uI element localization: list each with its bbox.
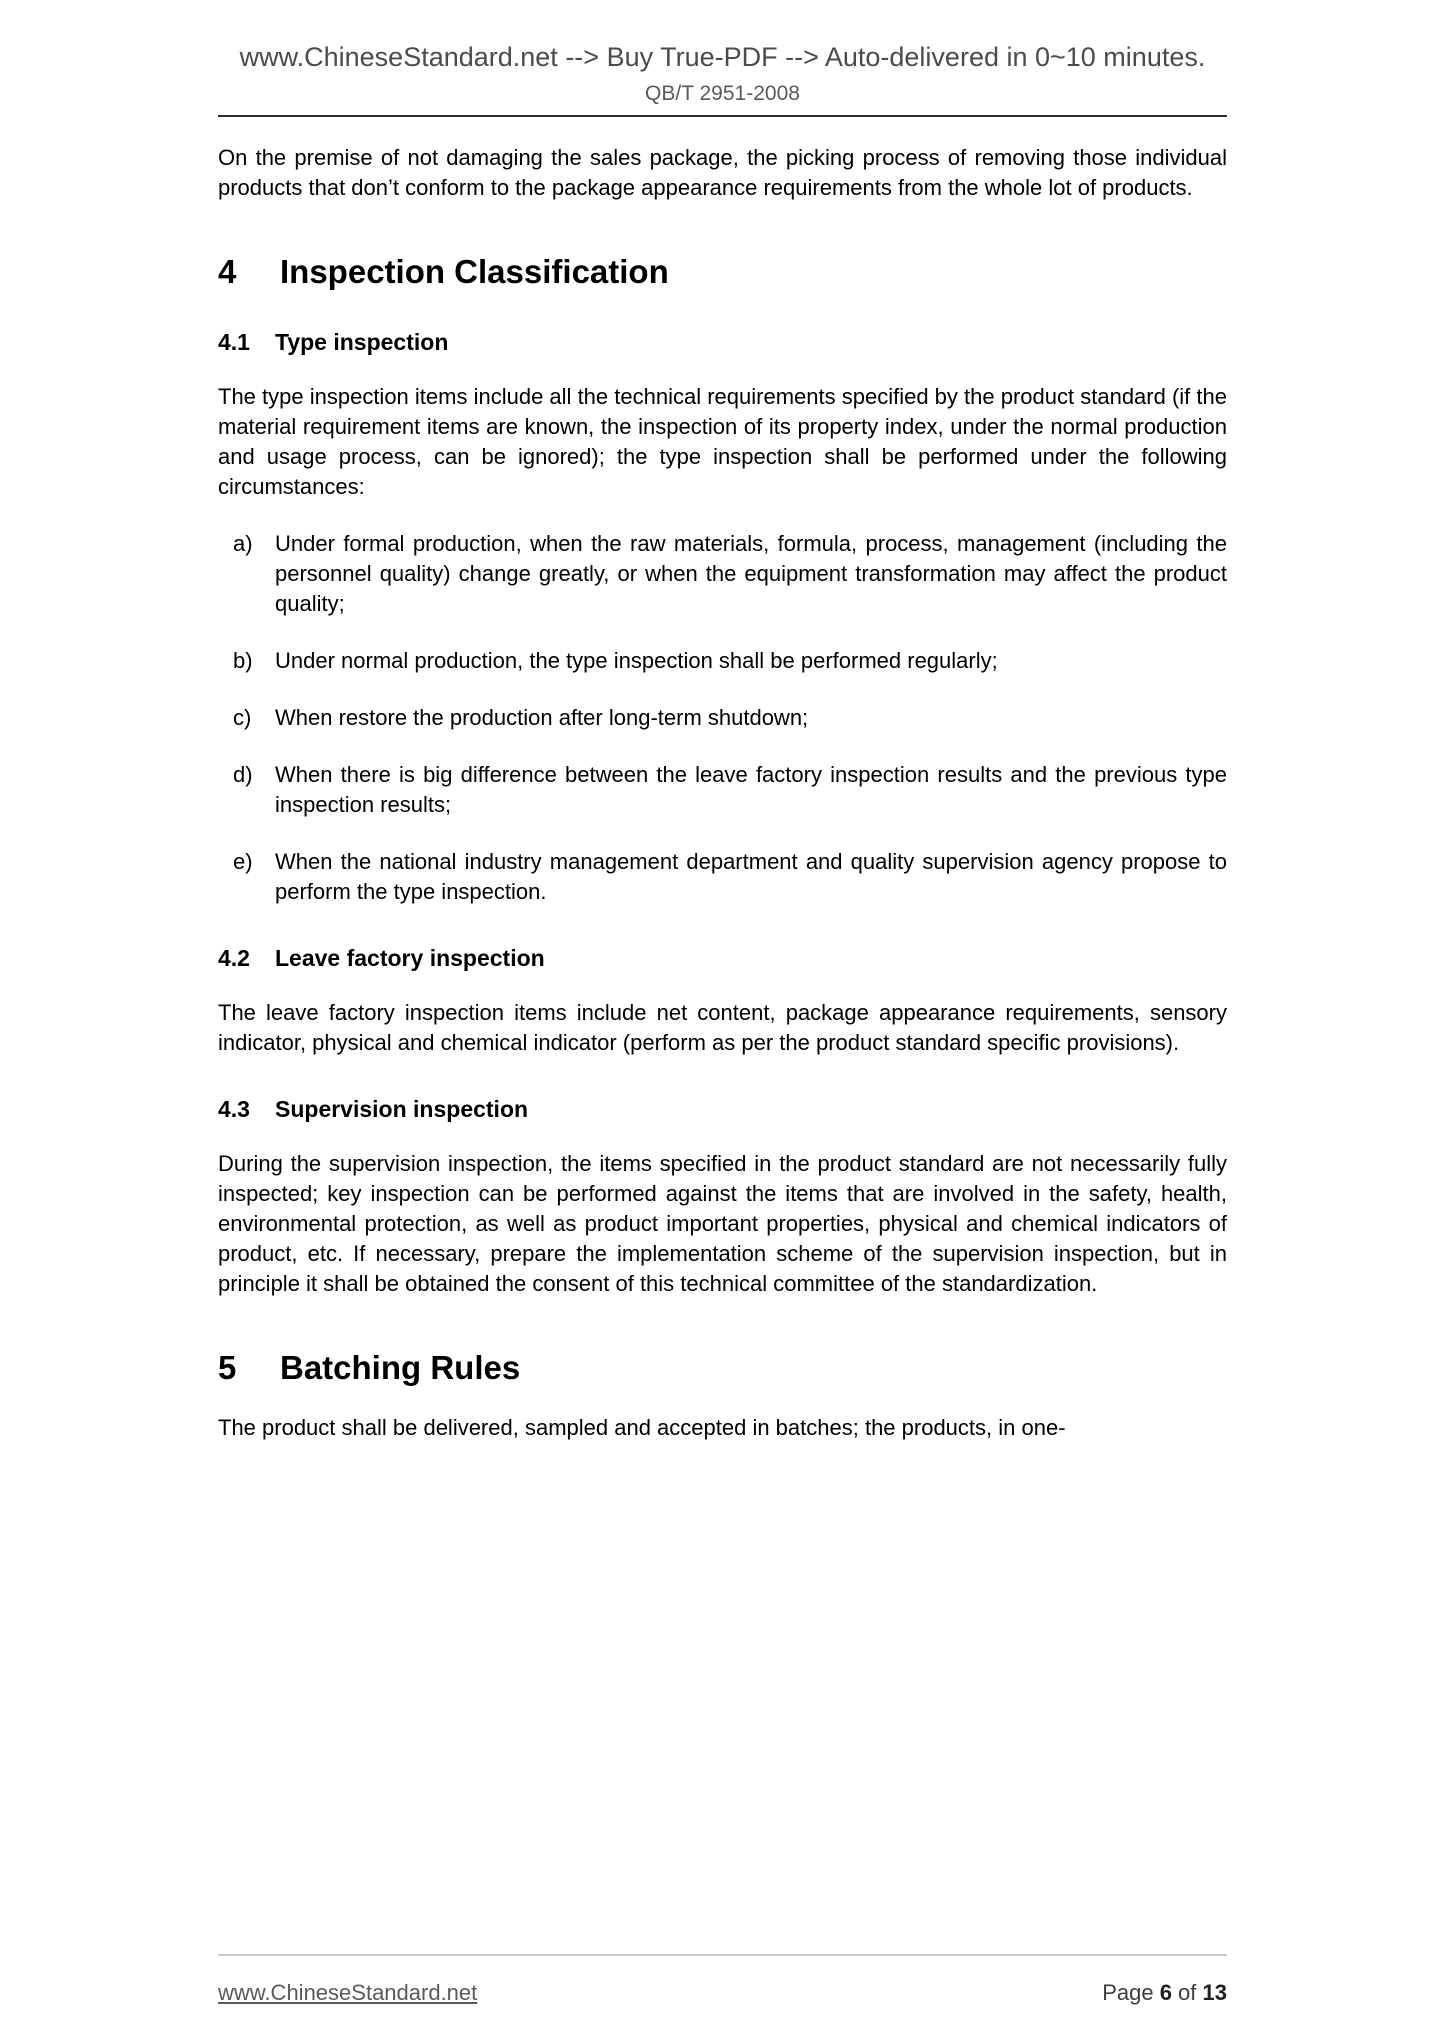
page-indicator (1102, 1980, 1227, 2006)
section-4-title: Inspection Classification (280, 253, 669, 290)
page-footer (218, 1954, 1227, 2006)
section-5-heading (218, 1349, 1227, 1387)
list-item-d-text: When there is big difference between the leave factory inspection results and the previous type inspection results; (275, 762, 1227, 817)
section-5-title: Batching Rules (280, 1349, 521, 1386)
intro-paragraph: On the premise of not damaging the sales package, the picking process of removing those individual products that don’t conform to the package appearance requirements from the whole lot of products. (218, 145, 1227, 200)
of-word: of (1171, 1980, 1203, 2005)
footer-divider (218, 1954, 1227, 1956)
section-4-number: 4 (218, 253, 237, 290)
list-item-d-label: d) (233, 762, 253, 787)
promo-banner: www.ChineseStandard.net --> Buy True-PDF --> Auto-delivered in 0~10 minutes. (239, 42, 1206, 72)
list-item-a (218, 529, 1227, 619)
page-number: 6 (1159, 1980, 1172, 2005)
footer-row (218, 1980, 1227, 2006)
section-4-3-paragraph: During the supervision inspection, the items specified in the product standard are not necessarily fully inspected; key inspection can be performed against the items that are involved in the safety, health, environmental protection, as well as product important properties, physical and chemical indicators of product, etc. If necessary, prepare the implementation scheme of the supervision inspection, but in principle it shall be obtained the consent of this technical committee of the standardization. (218, 1151, 1227, 1296)
list-item-c-label: c) (233, 705, 252, 730)
list-item-e-label: e) (233, 849, 253, 874)
section-4-2-number: 4.2 (218, 945, 250, 971)
site-link[interactable]: www.ChineseStandard.net (218, 1980, 478, 2005)
standard-code: QB/T 2951-2008 (645, 82, 800, 105)
section-5-number: 5 (218, 1349, 237, 1386)
section-4-2-heading (218, 945, 1227, 972)
list-item-a-label: a) (233, 531, 253, 556)
section-4-1-title: Type inspection (275, 329, 449, 355)
list-item-c-text: When restore the production after long-term shutdown; (275, 705, 809, 730)
section-4-1-number: 4.1 (218, 329, 250, 355)
header-divider (218, 115, 1227, 117)
section-4-1-paragraph: The type inspection items include all the technical requirements specified by the product standard (if the material requirement items are known, the inspection of its property index, under the normal production and usage process, can be ignored); the type inspection shall be performed under the following circumstances: (218, 384, 1227, 499)
section-5-paragraph: The product shall be delivered, sampled and accepted in batches; the products, in one- (218, 1415, 1066, 1440)
list-item-b (218, 646, 1227, 676)
list-item-b-label: b) (233, 648, 253, 673)
list-item-e (218, 847, 1227, 907)
list-item-c (218, 703, 1227, 733)
section-4-1-heading (218, 329, 1227, 356)
section-4-3-number: 4.3 (218, 1096, 250, 1122)
list-item-e-text: When the national industry management department and quality supervision agency propose to perform the type inspection. (275, 849, 1227, 904)
document-body (218, 143, 1227, 1443)
page-word: Page (1102, 1980, 1160, 2005)
page-header (218, 0, 1227, 117)
list-item-b-text: Under normal production, the type inspection shall be performed regularly; (275, 648, 998, 673)
section-4-3-title: Supervision inspection (275, 1096, 529, 1122)
section-4-2-paragraph: The leave factory inspection items include net content, package appearance requirements, sensory indicator, physical and chemical indicator (perform as per the product standard specific provisions). (218, 1000, 1227, 1055)
type-inspection-conditions-list (218, 529, 1227, 907)
section-4-2-title: Leave factory inspection (275, 945, 545, 971)
list-item-a-text: Under formal production, when the raw materials, formula, process, management (including the personnel quality) change greatly, or when the equipment transformation may affect the product quality; (275, 531, 1227, 616)
list-item-d (218, 760, 1227, 820)
section-4-heading (218, 253, 1227, 291)
section-4-3-heading (218, 1096, 1227, 1123)
page-total: 13 (1202, 1980, 1227, 2005)
